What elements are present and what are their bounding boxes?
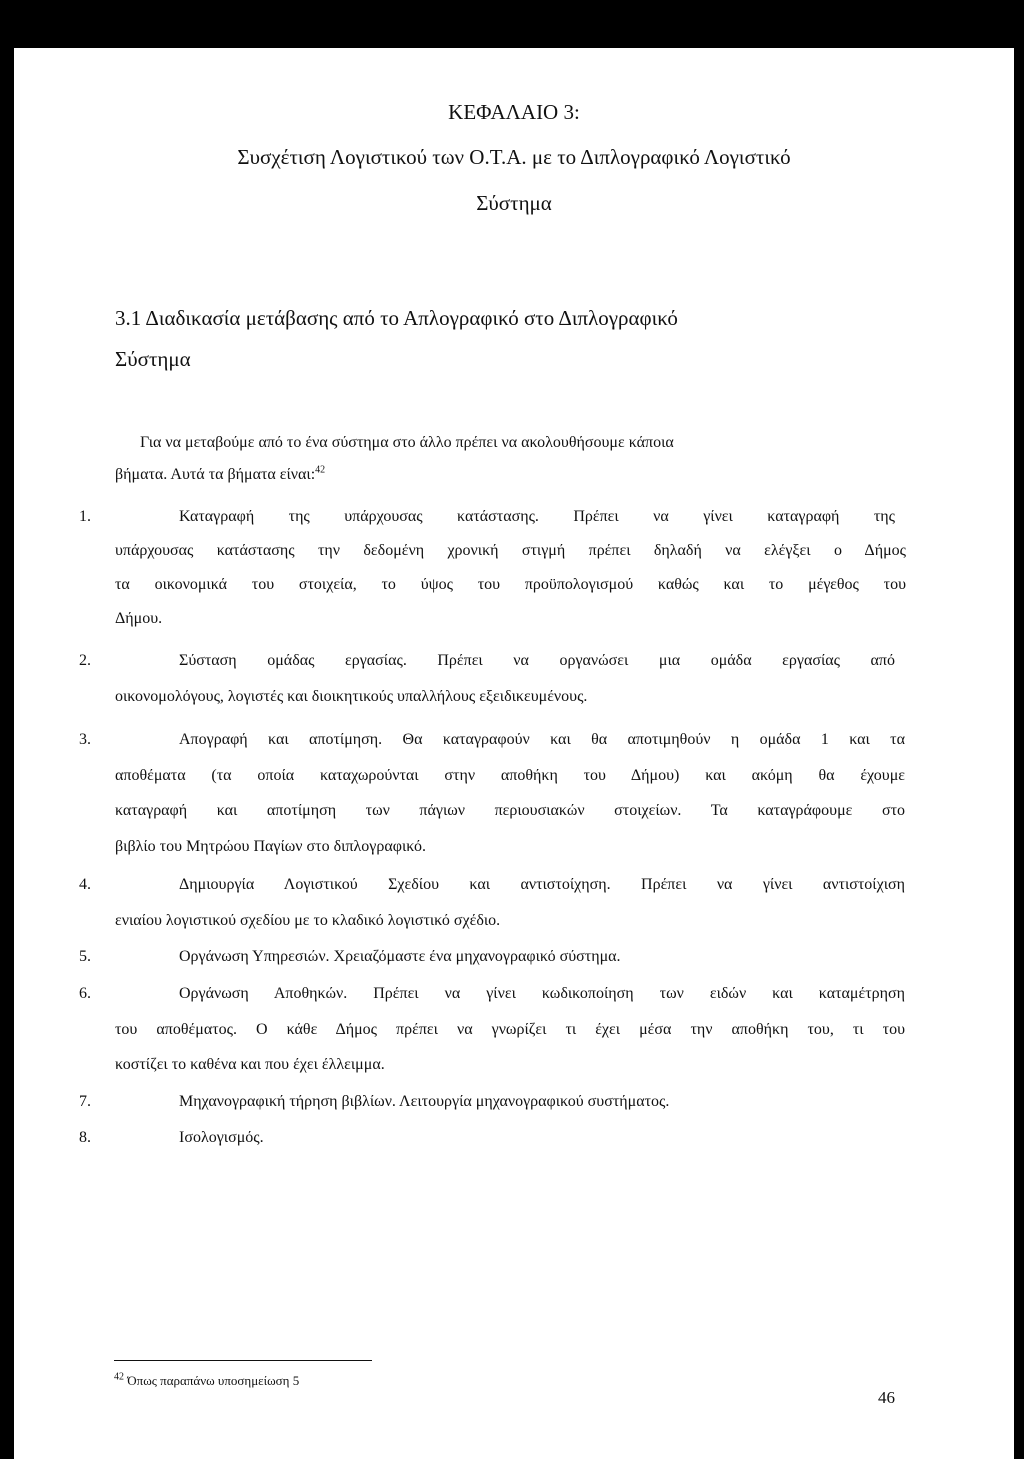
list-item-line: καταγραφή και αποτίμηση των πάγιων περιουσιακών στοιχείων. Τα καταγράφουμε στο [115, 802, 905, 819]
list-item-number: 5. [79, 948, 91, 965]
list-item-line: υπάρχουσας κατάστασης την δεδομένη χρονική στιγμή πρέπει δηλαδή να ελέγξει ο Δήμος [115, 542, 906, 559]
list-item-number: 8. [79, 1129, 91, 1146]
list-item-line: του αποθέματος. Ο κάθε Δήμος πρέπει να γνωρίζει τι έχει μέσα την αποθήκη του, τι του [115, 1021, 905, 1038]
footnote-text: Όπως παραπάνω υποσημείωση 5 [127, 1373, 300, 1388]
list-item-line: κοστίζει το καθένα και που έχει έλλειμμα. [115, 1056, 385, 1073]
list-item-line: Σύσταση ομάδας εργασίας. Πρέπει να οργανώσει μια ομάδα εργασίας από [179, 652, 895, 669]
list-item-number: 7. [79, 1093, 91, 1110]
list-item-line: Απογραφή και αποτίμηση. Θα καταγραφούν και θα αποτιμηθούν η ομάδα 1 και τα [179, 731, 905, 748]
list-item-line: οικονομολόγους, λογιστές και διοικητικούς υπαλλήλους εξειδικευμένους. [115, 688, 588, 705]
page-number: 46 [878, 1388, 895, 1407]
list-item-1 [14, 506, 1014, 627]
list-item-4 [14, 874, 1014, 929]
section-heading-line-2: Σύστημα [115, 347, 191, 371]
list-item-number: 4. [79, 876, 91, 893]
chapter-title-line-2: Σύστημα [476, 191, 552, 215]
document-page [14, 48, 1014, 1459]
list-item-line: βιβλίο του Μητρώου Παγίων στο διπλογραφικό. [115, 838, 426, 855]
footnote-reference: 42 [315, 464, 326, 476]
section-heading-line-1: 3.1 Διαδικασία μετάβασης από το Απλογραφικό στο Διπλογραφικό [115, 306, 678, 330]
chapter-label: ΚΕΦΑΛΑΙΟ 3: [448, 100, 580, 124]
list-item-number: 6. [79, 985, 91, 1002]
list-item-line: ενιαίου λογιστικού σχεδίου με το κλαδικό λογιστικό σχέδιο. [115, 912, 501, 929]
footnote-separator [114, 1360, 372, 1361]
list-item-7 [14, 1091, 1014, 1131]
list-item-6 [14, 983, 1014, 1073]
list-item-number: 3. [79, 731, 91, 748]
footnote [114, 1373, 299, 1389]
list-item-5 [14, 946, 1014, 986]
list-item-line: Ισολογισμός. [179, 1129, 264, 1146]
intro-line-1: Για να μεταβούμε από το ένα σύστημα στο άλλο πρέπει να ακολουθήσουμε κάποια [140, 434, 674, 451]
list-item-line: τα οικονομικά του στοιχεία, το ύψος του προϋπολογισμού καθώς και το μέγεθος του [115, 576, 906, 593]
list-item-line: Καταγραφή της υπάρχουσας κατάστασης. Πρέπει να γίνει καταγραφή της [179, 508, 895, 525]
list-item-line: Μηχανογραφική τήρηση βιβλίων. Λειτουργία μηχανογραφικού συστήματος. [179, 1093, 670, 1110]
list-item-line: Οργάνωση Υπηρεσιών. Χρειαζόμαστε ένα μηχανογραφικό σύστημα. [179, 948, 621, 965]
list-item-3 [14, 729, 1014, 855]
list-item-2 [14, 650, 1014, 705]
intro-line-2 [115, 464, 325, 486]
footnote-number: 42 [114, 1371, 124, 1383]
chapter-title-line-1: Συσχέτιση Λογιστικού των Ο.Τ.Α. με το Διπλογραφικό Λογιστικό [237, 145, 791, 169]
list-item-line: Δήμου. [115, 610, 163, 627]
list-item-number: 2. [79, 652, 91, 669]
list-item-line: Οργάνωση Αποθηκών. Πρέπει να γίνει κωδικοποίηση των ειδών και καταμέτρηση [179, 985, 905, 1002]
list-item-line: αποθέματα (τα οποία καταχωρούνται στην αποθήκη του Δήμου) και ακόμη θα έχουμε [115, 767, 905, 784]
list-item-line: Δημιουργία Λογιστικού Σχεδίου και αντιστοίχηση. Πρέπει να γίνει αντιστοίχιση [179, 876, 905, 893]
list-item-number: 1. [79, 508, 91, 525]
list-item-8 [14, 1127, 1014, 1167]
intro-line-2-text: βήματα. Αυτά τα βήματα είναι: [115, 466, 316, 483]
